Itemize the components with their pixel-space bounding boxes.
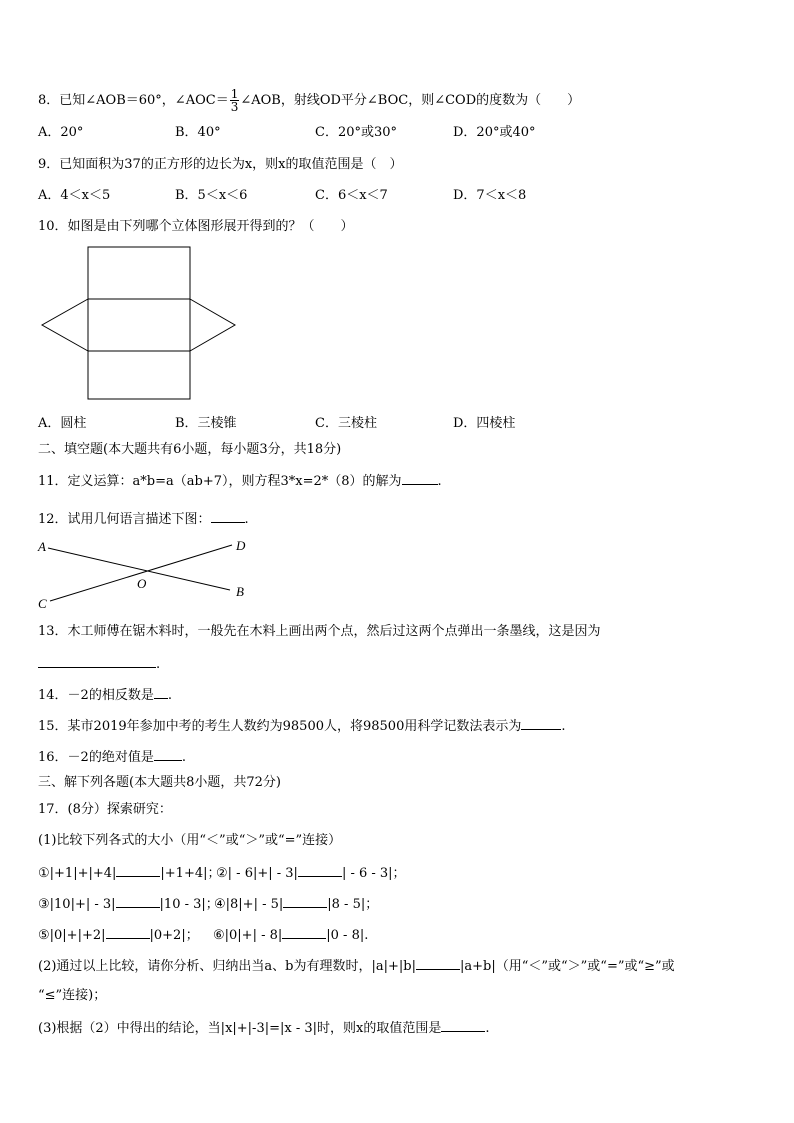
q8-option-a: A．20° <box>38 125 84 140</box>
answer-blank[interactable] <box>282 926 326 939</box>
q13-text: 13．木工师傅在锯木料时，一般先在木料上画出两个点，然后过这两个点弹出一条墨线，这是因为 <box>38 624 601 639</box>
prism-net-figure <box>38 244 243 404</box>
q9-stem: 9．已知面积为37的正方形的边长为x，则x的取值范围是（ ） <box>38 157 403 172</box>
expr: ②| - 6|+| - 3| <box>216 866 298 881</box>
section-2-heading: 二、填空题(本大题共有6小题，每小题3分，共18分) <box>38 442 342 457</box>
q8-option-d: D．20°或40° <box>453 125 536 140</box>
q17-row3-left <box>38 926 199 945</box>
expr: |+1+4|； <box>160 866 221 881</box>
q11-tail: . <box>437 474 442 489</box>
label-d: D <box>236 538 246 553</box>
net-outer-rect <box>88 247 190 399</box>
q8-stem <box>38 88 580 113</box>
q14-text: 14．－2的相反数是 <box>38 688 154 703</box>
line-cd <box>50 545 232 601</box>
q13-answer-line <box>38 655 160 674</box>
q8-stem-text: 8．已知∠AOB＝60°，∠AOC＝ <box>38 93 229 108</box>
q16-text: 16．－2的绝对值是 <box>38 750 154 765</box>
q15-tail: . <box>561 719 566 734</box>
answer-blank[interactable] <box>154 686 168 699</box>
fraction-denominator: 3 <box>230 100 239 114</box>
q12 <box>38 510 249 529</box>
q12-tail: . <box>244 512 249 527</box>
answer-blank[interactable] <box>38 655 156 668</box>
net-triangle-right <box>190 299 235 351</box>
expr: |0 - 8|. <box>326 928 369 943</box>
expr: ⑥|0|+| - 8| <box>213 928 283 943</box>
expr: ③|10|+| - 3| <box>38 897 116 912</box>
q17-part2-end: “≤”连接)； <box>38 988 107 1003</box>
answer-blank[interactable] <box>441 1019 485 1032</box>
answer-blank[interactable] <box>402 472 438 485</box>
expr: ⑤|0|+|+2| <box>38 928 106 943</box>
q9-option-a: A．4＜x＜5 <box>38 188 111 203</box>
section-3-heading: 三、解下列各题(本大题共8小题，共72分) <box>38 775 281 790</box>
q10-option-a: A．圆柱 <box>38 416 87 431</box>
net-triangle-left <box>42 299 88 351</box>
q13-tail: . <box>156 657 161 672</box>
q14-tail: . <box>167 688 172 703</box>
answer-blank[interactable] <box>298 864 342 877</box>
q17-title: 17．(8分）探索研究： <box>38 802 172 817</box>
expr: ①|+1|+|+4| <box>38 866 117 881</box>
q8-stem-tail: ∠AOB，射线OD平分∠BOC，则∠COD的度数为（ ） <box>240 93 581 108</box>
expr: |8 - 5|； <box>327 897 379 912</box>
q11-text: 11．定义运算：a*b=a（ab+7），则方程3*x=2*（8）的解为 <box>38 474 402 489</box>
q11 <box>38 472 442 491</box>
q17-part3-tail: . <box>485 1021 490 1036</box>
q10-option-b: B．三棱锥 <box>175 416 237 431</box>
answer-blank[interactable] <box>416 957 460 970</box>
answer-blank[interactable] <box>116 864 160 877</box>
expr: | - 6 - 3|； <box>341 866 406 881</box>
q17-row1-right <box>216 864 406 883</box>
label-a: A <box>38 539 46 554</box>
q10-stem: 10．如图是由下列哪个立体图形展开得到的？（ ） <box>38 219 354 234</box>
q14 <box>38 686 172 705</box>
q10-option-d: D．四棱柱 <box>453 416 516 431</box>
q17-part3-text: (3)根据（2）中得出的结论，当|x|+|-3|=|x - 3|时，则x的取值范围是 <box>38 1021 442 1036</box>
answer-blank[interactable] <box>154 748 182 761</box>
q16 <box>38 748 186 767</box>
expr: |0+2|； <box>149 928 199 943</box>
answer-blank[interactable] <box>211 510 245 523</box>
answer-blank[interactable] <box>106 926 150 939</box>
q9-option-d: D．7＜x＜8 <box>453 188 527 203</box>
label-c: C <box>38 596 47 611</box>
q12-text: 12．试用几何语言描述下图： <box>38 512 211 527</box>
q8-option-c: C．20°或30° <box>315 125 398 140</box>
q17-part3 <box>38 1019 489 1038</box>
q15 <box>38 717 565 736</box>
q9-option-b: B．5＜x＜6 <box>175 188 248 203</box>
q8-option-b: B．40° <box>175 125 221 140</box>
q17-part2-text-cont: |a+b|（用“＜”或“＞”或“=”或“≥”或 <box>459 959 675 974</box>
q9-option-c: C．6＜x＜7 <box>315 188 388 203</box>
q17-part2 <box>38 957 675 976</box>
q17-row2-right <box>214 895 378 914</box>
intersecting-lines-figure <box>34 536 254 612</box>
answer-blank[interactable] <box>521 717 561 730</box>
q17-part1: (1)比较下列各式的大小（用“＜”或“＞”或“=”连接） <box>38 833 342 848</box>
answer-blank[interactable] <box>116 895 160 908</box>
q16-tail: . <box>181 750 186 765</box>
q17-row3-right <box>213 926 368 945</box>
answer-blank[interactable] <box>283 895 327 908</box>
q17-part2-text: (2)通过以上比较，请你分析、归纳出当a、b为有理数时，|a|+|b| <box>38 959 416 974</box>
label-b: B <box>236 584 244 599</box>
expr: ④|8|+| - 5| <box>214 897 284 912</box>
expr: |10 - 3|； <box>159 897 219 912</box>
fraction-numerator: 1 <box>230 87 239 101</box>
q10-option-c: C．三棱柱 <box>315 416 377 431</box>
fraction <box>230 88 240 113</box>
q17-row1-left <box>38 864 221 883</box>
q15-text: 15．某市2019年参加中考的考生人数约为98500人，将98500用科学记数法表示为 <box>38 719 522 734</box>
label-o: O <box>137 576 147 591</box>
q17-row2-left <box>38 895 219 914</box>
